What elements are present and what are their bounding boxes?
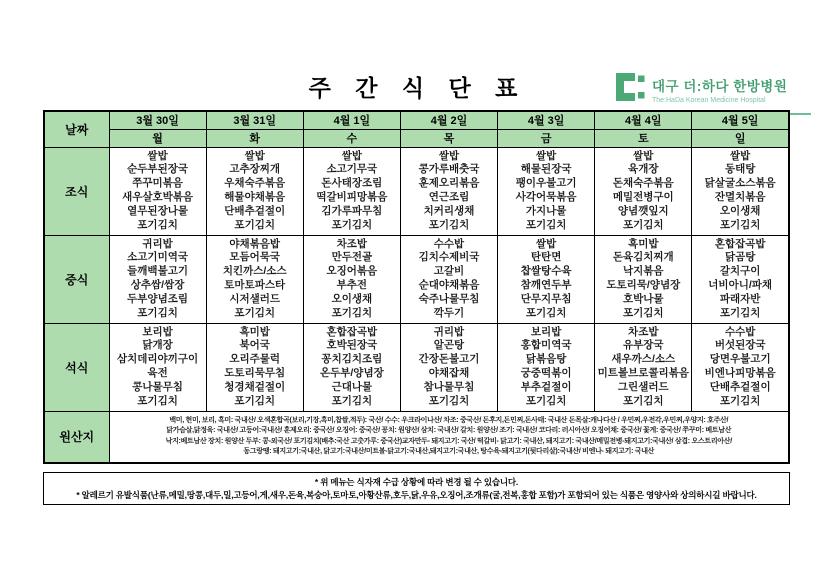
menu-item: 닭곰탕 [724, 251, 756, 264]
menu-cell-dinner-1 [206, 323, 303, 411]
menu-item: 양념깻잎지 [617, 204, 669, 217]
menu-item: 호박된장국 [326, 339, 378, 352]
menu-cell-lunch-0 [109, 235, 206, 323]
origin-row [44, 411, 789, 463]
menu-cell-breakfast-3 [400, 147, 497, 235]
menu-item: 너비아니/파채 [708, 279, 773, 291]
menu-item: 동태탕 [724, 163, 756, 176]
menu-item: 포기김치 [234, 306, 275, 319]
menu-item: 오이생채 [719, 204, 761, 217]
menu-item: 고갈비 [433, 265, 465, 278]
menu-item: 소고기무국 [326, 163, 378, 176]
meal-label-lunch: 중식 [44, 235, 109, 323]
header-date-3: 4월 2일 [400, 111, 497, 129]
menu-item: 차조밥 [336, 237, 368, 250]
menu-cell-dinner-0 [109, 323, 206, 411]
meal-label-dinner: 석식 [44, 323, 109, 411]
menu-cell-lunch-5 [595, 235, 692, 323]
menu-cell-lunch-3 [400, 235, 497, 323]
menu-cell-dinner-2 [303, 323, 400, 411]
origin-content [109, 411, 789, 463]
menu-item: 콩가루배춧국 [418, 163, 480, 176]
menu-item: 포기김치 [428, 394, 470, 407]
menu-item: 돈사태장조림 [321, 177, 383, 190]
menu-item: 알곤탕 [433, 339, 465, 352]
menu-item: 해물된장국 [520, 163, 572, 176]
menu-item: 치킨까스/소스 [222, 265, 287, 278]
menu-item: 순두부된장국 [127, 163, 188, 176]
menu-item: 버섯된장국 [714, 339, 766, 352]
menu-item: 쌀밥 [633, 149, 654, 162]
menu-item: 갈치구이 [719, 265, 761, 278]
menu-item: 포기김치 [137, 218, 178, 231]
menu-item: 육전 [147, 367, 168, 379]
menu-item: 사각어묵볶음 [515, 191, 577, 203]
menu-item: 쭈꾸미볶음 [132, 177, 183, 190]
menu-item: 고추장찌개 [229, 163, 281, 176]
menu-cell-dinner-3 [400, 323, 497, 411]
menu-item: 만두전골 [331, 251, 373, 264]
menu-cell-breakfast-5 [595, 147, 692, 235]
menu-cell-dinner-4 [498, 323, 595, 411]
header-day-0: 월 [109, 129, 206, 147]
menu-item: 모듬어묵국 [229, 251, 281, 264]
weekly-menu-table-wrap [43, 110, 790, 464]
header-date-6: 4월 5일 [692, 111, 789, 129]
menu-item: 포기김치 [234, 218, 275, 231]
menu-item: 닭살굴소스볶음 [704, 177, 776, 190]
header-date-row [44, 111, 789, 129]
note-menu-change: * 위 메뉴는 식자재 수급 상황에 따라 변경 될 수 있습니다. [314, 477, 519, 487]
menu-item: 오리주물럭 [229, 353, 281, 366]
menu-item: 열무된장나물 [127, 204, 188, 217]
menu-item: 포기김치 [525, 394, 567, 407]
header-day-5: 토 [595, 129, 692, 147]
menu-item: 파래자반 [719, 292, 761, 305]
menu-item: 메밀전병구이 [612, 191, 674, 203]
menu-item: 차조밥 [628, 325, 659, 338]
menu-item: 김가루파무침 [321, 204, 383, 217]
menu-item: 삼치데리야끼구이 [116, 353, 199, 366]
menu-cell-lunch-4 [498, 235, 595, 323]
header-date-1: 3월 31일 [206, 111, 303, 129]
menu-item: 청경채겉절이 [224, 380, 286, 393]
menu-item: 간장돈불고기 [418, 353, 480, 366]
origin-line: 낙지:베트남산 장치: 원양산 두부: 콩-외국산/ 포기김치(배추:국산 고춧가루: 중국산)교자만두- 돼지고기: 국산/ 떡갈비- 닭고기: 국내산, 돼지고기: 국내산/메밀전병-돼지고기:국내산/ 삼겹: 오스트리아산/ [165, 437, 732, 445]
header-day-row [44, 129, 789, 147]
menu-cell-lunch-2 [303, 235, 400, 323]
note-allergy: * 알레르기 유발식품(난류,메밀,땅콩,대두,밀,고등어,게,새우,돈육,복숭아,토마토,아황산류,호두,닭,우유,오징어,조개류(굴,전복,홍합 포함)가 포함되어 있는 식품은 영양사와 상의하시길 바랍니다. [76, 489, 757, 500]
menu-item: 꽁치김치조림 [321, 353, 383, 366]
menu-item: 단배추겉절이 [224, 204, 286, 217]
menu-item: 포기김치 [719, 218, 761, 231]
menu-item: 찹쌀탕수육 [520, 265, 572, 278]
header-date-4: 4월 3일 [498, 111, 595, 129]
menu-cell-breakfast-4 [498, 147, 595, 235]
menu-item: 혼합잡곡밥 [326, 325, 378, 338]
menu-cell-lunch-6 [692, 235, 789, 323]
header-day-3: 목 [400, 129, 497, 147]
menu-item: 쌀밥 [147, 149, 168, 162]
menu-item: 포기김치 [719, 306, 761, 319]
header-day-4: 금 [498, 129, 595, 147]
menu-item: 떡갈비피망볶음 [316, 191, 388, 203]
menu-item: 단무지무침 [520, 292, 572, 305]
menu-item: 포기김치 [331, 394, 373, 407]
menu-item: 혼합잡곡밥 [714, 237, 766, 250]
header-day-2: 수 [303, 129, 400, 147]
origin-label: 원산지 [44, 411, 109, 463]
menu-item: 낙지볶음 [622, 265, 664, 278]
hospital-name: 대구 더:하다 한방병원 [652, 79, 788, 94]
menu-item: 야채볶음밥 [229, 237, 281, 250]
menu-item: 들깨백불고기 [127, 265, 188, 278]
menu-item: 비엔나피망볶음 [704, 367, 776, 379]
menu-item: 단배추겉절이 [709, 380, 771, 393]
date-label: 날짜 [44, 111, 109, 147]
menu-item: 흑미밥 [628, 237, 659, 250]
menu-cell-dinner-5 [595, 323, 692, 411]
menu-cell-lunch-1 [206, 235, 303, 323]
header-day-1: 화 [206, 129, 303, 147]
menu-item: 훈제오리볶음 [418, 177, 480, 190]
menu-item: 보리밥 [530, 325, 562, 338]
menu-item: 포기김치 [622, 218, 664, 231]
header-day-6: 일 [692, 129, 789, 147]
menu-item: 탄탄면 [530, 251, 562, 264]
meal-row-lunch [44, 235, 789, 323]
menu-item: 포기김치 [622, 306, 664, 319]
menu-item: 연근조림 [428, 191, 470, 203]
menu-item: 오징어볶음 [326, 265, 378, 278]
menu-item: 도토리묵/양념장 [606, 279, 681, 291]
menu-item: 육개장 [628, 163, 659, 176]
menu-item: 닭개장 [142, 339, 173, 352]
menu-item: 해물야채볶음 [224, 191, 286, 203]
menu-item: 포기김치 [331, 218, 373, 231]
page-title: 주 간 식 단 표 [308, 75, 527, 101]
menu-item: 홍합미역국 [520, 339, 572, 352]
menu-item: 새우살호박볶음 [122, 191, 194, 203]
menu-item: 토마토파스타 [224, 279, 286, 291]
menu-item: 콩나물무침 [132, 380, 183, 393]
menu-item: 포기김치 [525, 306, 567, 319]
header-date-0: 3월 30일 [109, 111, 206, 129]
notes-box [43, 472, 790, 505]
menu-item: 당면우불고기 [709, 353, 771, 366]
menu-item: 돈채숙주볶음 [612, 177, 674, 190]
menu-item: 도토리묵무침 [224, 367, 286, 379]
menu-item: 우채숙주볶음 [224, 177, 286, 190]
menu-item: 수수밥 [724, 325, 756, 338]
menu-item: 포기김치 [428, 218, 470, 231]
menu-item: 포기김치 [719, 394, 761, 407]
menu-item: 부추전 [336, 279, 368, 291]
menu-item: 가지나물 [525, 204, 567, 217]
menu-item: 잔멸치볶음 [714, 191, 766, 203]
menu-item: 포기김치 [137, 306, 178, 319]
menu-item: 포기김치 [331, 306, 373, 319]
menu-item: 쌀밥 [535, 149, 557, 162]
menu-cell-breakfast-1 [206, 147, 303, 235]
menu-item: 치커리생채 [423, 204, 475, 217]
menu-item: 수수밥 [433, 237, 465, 250]
menu-item: 돈육김치찌개 [612, 251, 674, 264]
menu-item: 참깨연두부 [520, 279, 572, 291]
menu-item: 흑미밥 [239, 325, 270, 338]
header-date-2: 4월 1일 [303, 111, 400, 129]
meal-row-breakfast [44, 147, 789, 235]
menu-item: 귀리밥 [433, 325, 465, 338]
menu-item: 보리밥 [142, 325, 173, 338]
origin-line: 동그랑땡: 돼지고기:국내산, 닭고기:국내산/미트볼-닭고기:국내산,돼지고기:국내산, 탕수육-돼지고기(뒷다리살):국내산/ 비엔나- 돼지고기: 국내산 [243, 448, 655, 456]
menu-item: 깍두기 [433, 306, 465, 319]
menu-item: 쌀밥 [438, 149, 460, 162]
hospital-name-en: The:HaDa Korean Medicine Hospital [652, 97, 766, 104]
hospital-logo-icon [615, 72, 645, 107]
menu-item: 쌀밥 [341, 149, 362, 162]
menu-item: 호박나물 [622, 292, 664, 305]
menu-item: 팽이우불고기 [515, 177, 577, 190]
menu-cell-breakfast-6 [692, 147, 789, 235]
menu-item: 포기김치 [137, 394, 178, 407]
hospital-logo-text [652, 75, 787, 104]
meal-row-dinner [44, 323, 789, 411]
menu-item: 두부양념조림 [127, 292, 188, 305]
menu-item: 귀리밥 [142, 237, 173, 250]
menu-item: 상추쌈/쌈장 [130, 279, 185, 291]
menu-item: 미트볼브로콜리볶음 [597, 367, 689, 379]
menu-item: 오이생채 [331, 292, 373, 305]
menu-item: 쌀밥 [244, 149, 265, 162]
origin-line: 백미, 현미, 보리, 흑미: 국내산/ 오색혼합곡(보리,기장,흑미,찹쌀,적두): 국산/ 수수: 우크라이나산/ 차조: 중국산/ 돈후지,돈민찌,돈사태: 국내산 돈목살:캐나다산 / 우민찌,우전각,우민찌,우양지: 호주산/ [169, 416, 729, 424]
menu-item: 부추겉절이 [520, 380, 572, 393]
menu-item: 포기김치 [234, 394, 275, 407]
menu-item: 소고기미역국 [127, 251, 188, 264]
menu-item: 쌀밥 [535, 237, 557, 250]
menu-item: 근대나물 [331, 380, 373, 393]
menu-item: 쌀밥 [730, 149, 751, 162]
menu-item: 포기김치 [622, 394, 664, 407]
menu-item: 닭볶음탕 [525, 353, 567, 366]
menu-item: 북어국 [239, 339, 270, 352]
menu-item: 포기김치 [525, 218, 567, 231]
menu-item: 야채잡채 [428, 367, 470, 379]
menu-item: 궁중떡볶이 [520, 367, 572, 379]
weekly-menu-table [43, 110, 790, 464]
menu-item: 순대야채볶음 [418, 279, 480, 291]
menu-cell-dinner-6 [692, 323, 789, 411]
origin-line: 닭가슴살,닭정육: 국내산/ 고등어:국내산/ 훈제오리: 중국산/ 오징어: 중국산/ 꽁치: 원양산/ 삼치: 국내산/ 갈치: 원양산/ 조기: 국내산/ 코다리: 러시아산/ 오징어채: 중국산/ 꽃게: 중국산/ 쭈꾸미: 베트남산 [166, 427, 732, 435]
header-date-5: 4월 4일 [595, 111, 692, 129]
menu-cell-breakfast-0 [109, 147, 206, 235]
menu-item: 참나물무침 [423, 380, 475, 393]
hospital-logo [615, 72, 811, 115]
menu-item: 새우까스/소스 [611, 353, 676, 366]
menu-item: 김치수제비국 [418, 251, 480, 264]
menu-item: 숙주나물무침 [418, 292, 480, 305]
menu-item: 온두부/양념장 [319, 367, 384, 379]
menu-item: 시저샐러드 [229, 292, 281, 305]
menu-item: 그린샐러드 [617, 380, 669, 393]
menu-cell-breakfast-2 [303, 147, 400, 235]
meal-label-breakfast: 조식 [44, 147, 109, 235]
menu-item: 유부장국 [622, 339, 664, 352]
